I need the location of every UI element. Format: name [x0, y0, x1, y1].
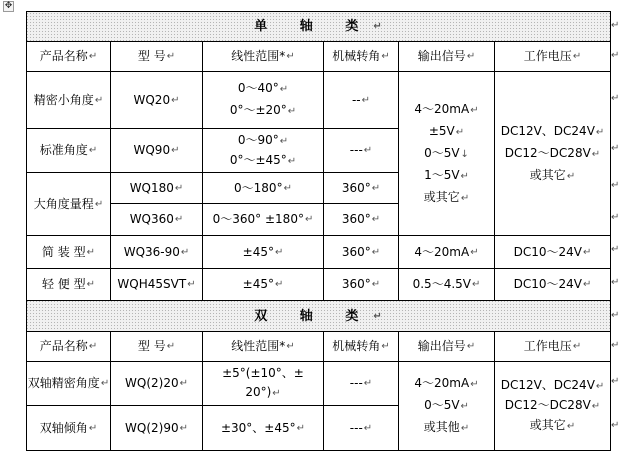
cell-voltage: DC10～24V ↵	[495, 269, 610, 300]
row-end-mark-icon: ↵	[611, 93, 620, 104]
header-text: 型 号	[137, 49, 166, 63]
cell-model: WQ20 ↵	[111, 72, 202, 128]
output-line: 0～5V↵	[424, 398, 469, 412]
output-line: 4～20mA↵	[414, 101, 479, 116]
range-line: 20°)↵	[245, 385, 281, 399]
voltage-text: 或其它	[529, 167, 566, 182]
cell-name: 轻 便 型 ↵	[27, 269, 110, 300]
output-text: 4～20mA	[414, 376, 470, 390]
header-text: 工作电压	[523, 339, 572, 353]
voltage-text: DC10～24V	[513, 277, 582, 291]
output-line: 1～5V↵	[424, 167, 469, 182]
column-header: 输出信号 ↵	[399, 42, 494, 71]
row-end-mark-icon: ↵	[611, 143, 620, 154]
model-text: WQ36-90	[123, 244, 180, 259]
output-text: 4～20mA	[414, 244, 470, 259]
row-end-mark-icon: ↵	[611, 20, 620, 31]
range-text: 0°～±45°	[229, 152, 287, 167]
header-text: 产品名称	[39, 49, 88, 63]
range-text: 0～40°	[237, 81, 279, 95]
range-line	[222, 364, 304, 383]
cell-output: 4～20mA ↵	[399, 236, 494, 268]
voltage-line: DC12V、DC24V↵	[500, 378, 605, 392]
output-text: 1～5V	[424, 167, 460, 182]
row-end-mark-icon: ↵	[611, 310, 620, 321]
range-line: 0～40°↵	[237, 81, 289, 95]
name-text: 双轴倾角	[39, 420, 88, 435]
cell-range: ±45° ↵	[203, 269, 323, 300]
rotation-text: ---	[349, 376, 363, 390]
cell-range	[203, 129, 323, 172]
cell-rotation: 360° ↵	[324, 269, 398, 300]
output-text: ±5V	[428, 123, 455, 138]
voltage-text: DC12V、DC24V	[500, 378, 595, 392]
column-header: 输出信号 ↵	[399, 332, 494, 361]
range-line: 0°～±45°↵	[229, 152, 297, 167]
output-line: 4～20mA↵	[414, 376, 479, 390]
cell-rotation: -- ↵	[324, 72, 398, 128]
voltage-line: DC12V、DC24V↵	[500, 123, 605, 138]
cell-name: 标准角度 ↵	[27, 129, 110, 172]
output-text: 0～5V	[424, 145, 460, 160]
cell-model: WQ360 ↵	[111, 204, 202, 235]
name-text: 标准角度	[39, 143, 88, 157]
voltage-line: DC12～DC28V↵	[504, 145, 601, 160]
header-text: 机械转角	[332, 339, 381, 353]
voltage-text: DC12V、DC24V	[500, 123, 595, 138]
range-line: 0～90°↵	[237, 132, 289, 147]
output-text: 或其他	[423, 420, 460, 434]
header-text: 输出信号	[417, 49, 466, 63]
model-text: WQ180	[129, 180, 174, 195]
voltage-text: DC10～24V	[513, 244, 582, 259]
cell-output-merged	[399, 362, 494, 450]
voltage-line: DC12～DC28V↵	[504, 398, 601, 412]
output-text: 或其它	[423, 189, 460, 204]
cell-range	[203, 362, 323, 405]
column-header: 型 号 ↵	[111, 332, 202, 361]
cell-output-merged	[399, 72, 494, 235]
voltage-text: DC12～DC28V	[504, 398, 591, 412]
column-header: 线性范围* ↵	[203, 332, 323, 361]
range-text: 0～360° ±180°	[212, 212, 304, 226]
header-text: 产品名称	[39, 339, 88, 353]
range-text: 20°)	[245, 385, 272, 399]
cell-rotation: 360° ↵	[324, 173, 398, 203]
rotation-text: 360°	[341, 277, 371, 291]
cell-rotation: 360° ↵	[324, 236, 398, 268]
section-title: 单 轴 类 ↵	[26, 12, 610, 41]
header-text: 机械转角	[332, 49, 381, 63]
range-text: 0°～±20°	[229, 103, 287, 117]
range-text: ±5°(±10°、±	[222, 366, 304, 380]
range-text: ±45°	[242, 244, 274, 259]
output-line: 或其他↵	[423, 420, 470, 434]
column-header: 工作电压 ↵	[495, 332, 610, 361]
output-line: 0～5V↓	[424, 145, 469, 160]
column-header: 产品名称 ↵	[27, 332, 110, 361]
header-text: 型 号	[137, 339, 166, 353]
model-text: WQ360	[129, 212, 174, 226]
row-end-mark-icon: ↵	[611, 376, 620, 387]
header-text: 输出信号	[417, 339, 466, 353]
cell-range: 0～180° ↵	[203, 173, 323, 203]
voltage-text: 或其它	[529, 418, 566, 432]
range-text: 0～180°	[234, 180, 283, 195]
output-text: 0～5V	[424, 398, 460, 412]
voltage-line: 或其它↵	[529, 418, 576, 432]
section-title-text: 双 轴 类	[254, 308, 373, 324]
cell-model: WQ180 ↵	[111, 173, 202, 203]
cell-range: ±45° ↵	[203, 236, 323, 268]
model-text: WQ(2)90	[125, 420, 179, 435]
range-text: ±45°	[242, 277, 274, 291]
header-text: 线性范围*	[231, 339, 286, 353]
cell-model: WQ(2)90 ↵	[111, 406, 202, 450]
output-line: 或其它↵	[423, 189, 470, 204]
column-header: 机械转角 ↵	[324, 332, 398, 361]
range-line: 0°～±20°↵	[229, 103, 297, 117]
cell-name: 简 装 型 ↵	[27, 236, 110, 268]
model-text: WQ(2)20	[125, 376, 179, 390]
row-end-mark-icon: ↵	[611, 244, 620, 255]
model-text: WQ20	[133, 92, 171, 107]
output-line: ±5V↵	[428, 123, 465, 138]
cell-model: WQ36-90 ↵	[111, 236, 202, 268]
output-text: 0.5～4.5V	[412, 277, 471, 291]
range-text: ±30°、±45°	[220, 420, 296, 435]
name-text: 大角度量程	[33, 196, 94, 211]
name-text: 简 装 型	[41, 244, 86, 259]
row-end-mark-icon: ↵	[611, 340, 620, 351]
cell-name: 双轴精密角度 ↵	[27, 362, 110, 405]
model-text: WQ90	[133, 143, 171, 157]
section-title: 双 轴 类 ↵	[26, 301, 610, 331]
rotation-text: --	[351, 92, 361, 107]
name-text: 双轴精密角度	[27, 376, 100, 390]
rule	[26, 450, 611, 451]
cell-rotation: 360° ↵	[324, 204, 398, 235]
rotation-text: ---	[349, 143, 363, 157]
header-text: 工作电压	[523, 49, 572, 63]
column-header: 产品名称 ↵	[27, 42, 110, 71]
cell-range: ±30°、±45° ↵	[203, 406, 323, 450]
cell-voltage-merged	[495, 362, 610, 450]
column-header: 型 号 ↵	[111, 42, 202, 71]
row-end-mark-icon: ↵	[611, 277, 620, 288]
cell-rotation: --- ↵	[324, 362, 398, 405]
range-text: 0～90°	[237, 132, 279, 147]
cell-name: 精密小角度 ↵	[27, 72, 110, 128]
voltage-text: DC12～DC28V	[504, 145, 591, 160]
output-text: 4～20mA	[414, 101, 470, 116]
cell-model: WQH45SVT ↵	[111, 269, 202, 300]
cell-rotation: --- ↵	[324, 406, 398, 450]
cell-voltage-merged	[495, 72, 610, 235]
column-header: 机械转角 ↵	[324, 42, 398, 71]
cell-name: 大角度量程 ↵	[27, 173, 110, 235]
row-end-mark-icon: ↵	[611, 420, 620, 431]
column-header: 线性范围* ↵	[203, 42, 323, 71]
model-text: WQH45SVT	[117, 277, 187, 291]
row-end-mark-icon: ↵	[611, 180, 620, 191]
table-move-handle-icon[interactable]: ✥	[4, 1, 13, 11]
rotation-text: ---	[349, 420, 363, 435]
name-text: 轻 便 型	[41, 277, 86, 291]
row-end-mark-icon: ↵	[611, 50, 620, 61]
rotation-text: 360°	[341, 212, 371, 226]
voltage-line: 或其它↵	[529, 167, 576, 182]
name-text: 精密小角度	[33, 92, 94, 107]
section-title-text: 单 轴 类	[254, 19, 373, 34]
cell-range	[203, 72, 323, 128]
cell-rotation: --- ↵	[324, 129, 398, 172]
cell-model: WQ(2)20 ↵	[111, 362, 202, 405]
cell-range: 0～360° ±180° ↵	[203, 204, 323, 235]
header-text: 线性范围*	[231, 49, 286, 63]
rotation-text: 360°	[341, 180, 371, 195]
cell-name: 双轴倾角 ↵	[27, 406, 110, 450]
cell-voltage: DC10～24V ↵	[495, 236, 610, 268]
column-header: 工作电压 ↵	[495, 42, 610, 71]
row-end-mark-icon: ↵	[611, 212, 620, 223]
rotation-text: 360°	[341, 244, 371, 259]
cell-model: WQ90 ↵	[111, 129, 202, 172]
cell-output: 0.5～4.5V ↵	[399, 269, 494, 300]
